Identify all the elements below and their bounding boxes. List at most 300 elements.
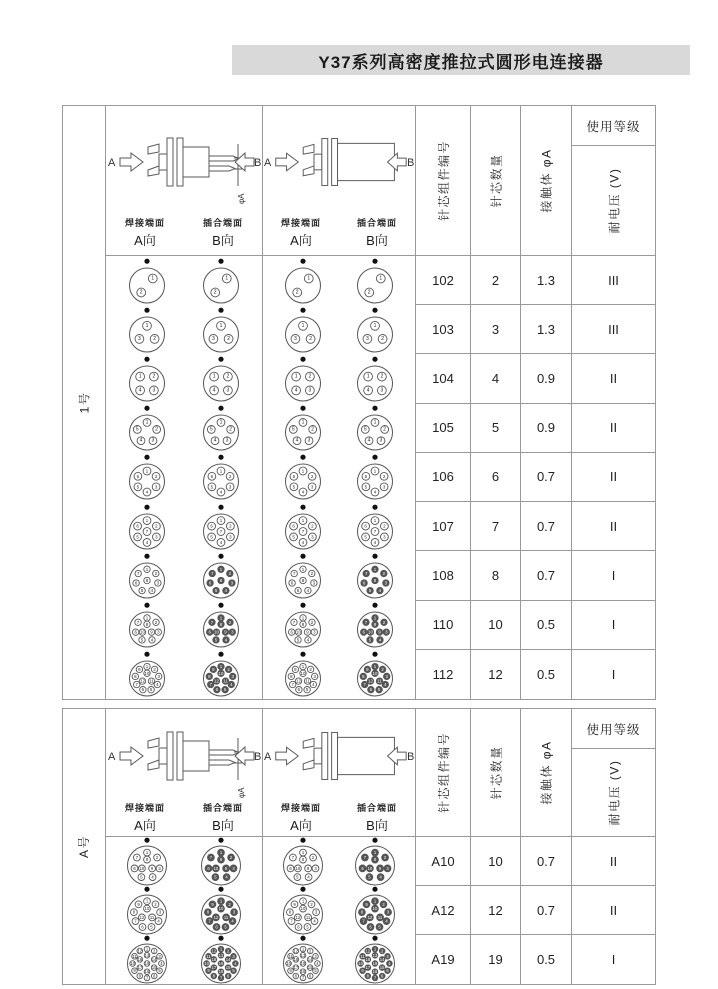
svg-text:B: B [253, 157, 261, 169]
svg-text:1: 1 [373, 468, 377, 474]
connector-face-diagram [278, 935, 328, 985]
key-dot [144, 307, 149, 312]
header-part-no: 针芯组件编号 [416, 106, 471, 255]
connector-face-diagram [352, 504, 398, 550]
svg-text:6: 6 [290, 580, 294, 586]
voltage-grade-value: II [572, 837, 655, 886]
face-cell-right-panel [263, 601, 416, 650]
svg-text:10: 10 [144, 671, 150, 677]
svg-text:10: 10 [144, 905, 150, 911]
connector-face-diagram [352, 258, 398, 304]
svg-text:2: 2 [154, 474, 158, 480]
svg-text:12: 12 [137, 948, 143, 953]
svg-text:4: 4 [156, 682, 159, 688]
connector-face-diagram [280, 258, 326, 304]
contact-dia-value: 1.3 [521, 305, 572, 354]
weld-face-label: 焊接端面 [280, 218, 321, 228]
header-part-no: 针芯组件编号 [416, 709, 471, 836]
svg-text:2: 2 [229, 854, 233, 860]
svg-text:18: 18 [211, 956, 217, 962]
svg-text:5: 5 [291, 426, 295, 433]
svg-text:8: 8 [373, 577, 377, 583]
face-cell-right-panel [263, 935, 416, 984]
svg-text:2: 2 [229, 426, 233, 433]
connector-spec-table [62, 708, 656, 985]
svg-text:16: 16 [218, 968, 224, 974]
weld-face-label: 焊接端面 [280, 803, 321, 813]
svg-text:1: 1 [219, 615, 223, 621]
key-dot [300, 504, 305, 509]
voltage-grade-value: II [572, 886, 655, 935]
page-title: Y37系列高密度推拉式圆形电连接器 [232, 45, 690, 75]
svg-text:10: 10 [218, 905, 224, 911]
connector-face-diagram [124, 504, 170, 550]
svg-text:5: 5 [314, 967, 317, 973]
svg-text:3: 3 [231, 629, 234, 635]
svg-text:11: 11 [305, 678, 310, 684]
part-no-value: 108 [416, 551, 471, 600]
svg-text:3: 3 [225, 437, 229, 444]
svg-text:8: 8 [145, 577, 149, 583]
key-dot [300, 258, 305, 263]
svg-text:17: 17 [365, 964, 371, 970]
contact-dia-value: 1.3 [521, 256, 572, 305]
svg-text:1: 1 [301, 898, 305, 904]
svg-text:6: 6 [227, 973, 230, 978]
svg-text:5: 5 [223, 687, 227, 693]
svg-text:6: 6 [215, 687, 219, 693]
svg-text:13: 13 [372, 952, 378, 958]
svg-text:10: 10 [286, 960, 291, 966]
group-label-cell [63, 709, 106, 984]
table-body [106, 837, 655, 984]
face-captions [263, 801, 415, 834]
svg-text:1: 1 [138, 373, 142, 380]
voltage-grade-value: III [572, 305, 655, 354]
connector-face-diagram [122, 886, 172, 936]
face-cell-right-panel [263, 837, 416, 886]
svg-text:4: 4 [212, 387, 216, 394]
svg-text:4: 4 [367, 437, 371, 444]
svg-text:18: 18 [293, 956, 299, 962]
svg-text:19: 19 [372, 960, 378, 966]
key-dot [300, 652, 305, 657]
svg-text:10: 10 [213, 865, 219, 871]
table-row [106, 404, 655, 453]
svg-text:7: 7 [208, 918, 211, 924]
svg-text:6: 6 [289, 865, 292, 871]
svg-text:4: 4 [295, 437, 299, 444]
svg-text:4: 4 [294, 387, 298, 394]
key-dot [372, 307, 377, 312]
svg-text:3: 3 [386, 953, 389, 959]
connector-face-diagram [278, 886, 328, 936]
face-captions [106, 216, 262, 249]
table-row [106, 453, 655, 502]
svg-text:5: 5 [306, 924, 309, 929]
svg-text:4: 4 [160, 960, 163, 966]
svg-text:6: 6 [136, 523, 139, 529]
svg-text:1: 1 [145, 946, 149, 952]
key-dot [300, 886, 305, 891]
connector-face-diagram [196, 837, 246, 887]
svg-text:2: 2 [380, 373, 384, 380]
svg-text:7: 7 [364, 570, 368, 576]
svg-text:5: 5 [149, 687, 153, 693]
key-dot [144, 406, 149, 411]
svg-text:A: A [107, 751, 115, 763]
svg-text:3: 3 [157, 629, 160, 635]
svg-text:8: 8 [145, 856, 149, 862]
svg-text:8: 8 [219, 621, 223, 627]
connector-face-diagram [352, 651, 398, 697]
svg-text:1: 1 [301, 849, 305, 855]
key-dot [144, 504, 149, 509]
svg-text:7: 7 [134, 918, 137, 924]
svg-text:6: 6 [133, 865, 136, 871]
voltage-grade-value: II [572, 354, 655, 403]
svg-text:8: 8 [145, 621, 149, 627]
svg-text:3: 3 [382, 484, 386, 490]
svg-text:3: 3 [154, 484, 158, 490]
header-pin-count: 针芯数量 [471, 709, 521, 836]
connector-side-view-drawing [107, 114, 262, 210]
svg-text:4: 4 [224, 637, 228, 643]
svg-text:1: 1 [145, 849, 149, 855]
svg-text:1: 1 [301, 664, 305, 670]
svg-text:φA: φA [236, 193, 246, 204]
svg-text:2: 2 [309, 667, 312, 673]
svg-text:1: 1 [373, 615, 377, 621]
contact-dia-value: 0.7 [521, 502, 572, 551]
svg-text:4: 4 [139, 437, 143, 444]
svg-text:7: 7 [363, 682, 366, 688]
svg-text:12: 12 [367, 914, 373, 920]
svg-text:1: 1 [373, 517, 377, 523]
table-row [106, 305, 655, 354]
key-dot [300, 406, 305, 411]
svg-text:3: 3 [310, 484, 314, 490]
key-dot [218, 837, 223, 842]
svg-text:2: 2 [213, 289, 217, 296]
table-row [106, 354, 655, 403]
svg-text:12: 12 [295, 914, 301, 920]
group-label-cell [63, 106, 106, 699]
svg-text:4: 4 [213, 437, 217, 444]
contact-dia-value: 0.7 [521, 886, 572, 935]
svg-text:5: 5 [140, 588, 144, 594]
connector-face-diagram [122, 935, 172, 985]
svg-text:2: 2 [382, 570, 386, 576]
svg-text:2: 2 [154, 570, 158, 576]
connector-side-view-with-pins [106, 715, 262, 797]
svg-text:1: 1 [145, 898, 149, 904]
key-dot [144, 455, 149, 460]
face-cell-left-panel [106, 650, 263, 699]
svg-text:5: 5 [292, 534, 295, 540]
svg-text:7: 7 [373, 528, 377, 534]
svg-text:2: 2 [154, 619, 158, 625]
svg-text:6: 6 [134, 580, 138, 586]
svg-text:11: 11 [377, 914, 383, 920]
svg-text:1: 1 [301, 566, 305, 572]
face-cell-right-panel [263, 502, 416, 551]
connector-face-diagram [280, 602, 326, 648]
svg-text:3: 3 [384, 580, 388, 586]
face-cell-left-panel [106, 305, 263, 354]
svg-text:8: 8 [294, 973, 297, 978]
table-row [106, 601, 655, 650]
svg-text:10: 10 [367, 865, 373, 871]
svg-text:5: 5 [363, 426, 367, 433]
connector-face-diagram [280, 405, 326, 451]
svg-text:B: B [407, 156, 415, 169]
key-dot [218, 504, 223, 509]
svg-text:4: 4 [138, 387, 142, 394]
svg-text:4: 4 [301, 539, 305, 545]
face-cell-right-panel [263, 551, 416, 600]
svg-text:8: 8 [360, 909, 364, 915]
connector-face-diagram [124, 553, 170, 599]
svg-text:17: 17 [137, 964, 143, 970]
key-dot [144, 603, 149, 608]
key-dot [218, 406, 223, 411]
svg-text:3: 3 [386, 909, 390, 915]
svg-text:1: 1 [219, 468, 223, 474]
connector-face-diagram [352, 454, 398, 500]
connector-face-diagram [198, 307, 244, 353]
connector-face-diagram [352, 405, 398, 451]
svg-text:5: 5 [214, 588, 218, 594]
key-dot [218, 307, 223, 312]
svg-text:10: 10 [358, 960, 363, 966]
svg-text:B: B [407, 750, 415, 763]
svg-text:5: 5 [368, 637, 372, 643]
svg-text:18: 18 [137, 956, 143, 962]
connector-side-view-drawing [263, 708, 415, 804]
svg-text:10: 10 [139, 865, 145, 871]
svg-text:6: 6 [369, 687, 373, 693]
svg-text:6: 6 [364, 474, 368, 480]
svg-text:2: 2 [311, 854, 315, 860]
svg-text:8: 8 [362, 674, 365, 680]
svg-text:7: 7 [291, 854, 295, 860]
key-dot [300, 455, 305, 460]
face-cell-left-panel [106, 502, 263, 551]
svg-text:5: 5 [214, 637, 218, 643]
key-dot [372, 652, 377, 657]
svg-text:1: 1 [373, 322, 377, 329]
connector-face-diagram [280, 307, 326, 353]
svg-text:6: 6 [210, 474, 214, 480]
part-no-value: A10 [416, 837, 471, 886]
connector-face-diagram [198, 651, 244, 697]
svg-text:5: 5 [364, 534, 367, 540]
svg-text:2: 2 [383, 523, 386, 529]
svg-text:5: 5 [224, 924, 227, 929]
part-no-value: A19 [416, 935, 471, 984]
svg-text:1: 1 [379, 275, 383, 282]
contact-dia-value: 0.9 [521, 354, 572, 403]
contact-dia-value: 0.5 [521, 601, 572, 650]
svg-text:17: 17 [293, 964, 299, 970]
svg-text:3: 3 [294, 335, 297, 342]
svg-text:2: 2 [153, 948, 156, 953]
svg-text:4: 4 [307, 874, 310, 880]
svg-text:4: 4 [313, 918, 316, 924]
svg-text:10: 10 [300, 905, 306, 911]
svg-text:6: 6 [297, 924, 300, 929]
svg-text:8: 8 [212, 973, 215, 978]
face-cell-right-panel [263, 886, 416, 935]
svg-text:4: 4 [231, 918, 234, 924]
pin-count-value: 2 [471, 256, 521, 305]
connector-face-diagram [124, 651, 170, 697]
panel-header-right [263, 106, 416, 255]
key-dot [372, 886, 377, 891]
svg-text:3: 3 [380, 387, 384, 394]
pin-count-value: 4 [471, 354, 521, 403]
svg-text:A: A [263, 156, 272, 169]
contact-dia-value: 0.7 [521, 837, 572, 886]
connector-face-diagram [198, 258, 244, 304]
svg-text:6: 6 [381, 973, 384, 978]
mate-face-label: 插合端面 [356, 218, 397, 228]
key-dot [218, 886, 223, 891]
connector-face-diagram [198, 356, 244, 402]
weld-face-view: A向 [134, 233, 156, 248]
connector-spec-table [62, 105, 656, 700]
part-no-value: 105 [416, 404, 471, 453]
svg-text:12: 12 [140, 678, 145, 684]
svg-text:4: 4 [378, 588, 382, 594]
svg-text:2: 2 [383, 854, 387, 860]
key-dot [218, 357, 223, 362]
connector-face-diagram [352, 553, 398, 599]
svg-text:4: 4 [306, 637, 310, 643]
svg-text:2: 2 [228, 570, 232, 576]
svg-text:15: 15 [225, 964, 231, 970]
svg-text:2: 2 [228, 474, 232, 480]
svg-text:9: 9 [293, 901, 296, 907]
svg-text:6: 6 [361, 865, 364, 871]
svg-text:9: 9 [137, 901, 140, 907]
svg-text:5: 5 [214, 874, 217, 880]
svg-text:5: 5 [210, 484, 214, 490]
svg-text:2: 2 [295, 289, 299, 296]
panel-header-right [263, 709, 416, 836]
mate-face-view: B向 [212, 818, 234, 833]
connector-face-diagram [198, 553, 244, 599]
key-dot [300, 935, 305, 940]
svg-text:9: 9 [306, 865, 310, 871]
svg-text:3: 3 [152, 387, 156, 394]
svg-text:1: 1 [301, 419, 305, 426]
part-no-value: 106 [416, 453, 471, 502]
svg-text:6: 6 [362, 580, 366, 586]
svg-text:3: 3 [232, 909, 236, 915]
svg-text:9: 9 [211, 901, 214, 907]
svg-text:3: 3 [366, 335, 369, 342]
svg-text:4: 4 [150, 588, 154, 594]
table-header [106, 106, 655, 256]
svg-text:5: 5 [150, 924, 153, 929]
svg-text:2: 2 [383, 426, 387, 433]
connector-face-diagram [350, 837, 400, 887]
svg-text:2: 2 [310, 570, 314, 576]
connector-face-diagram [352, 307, 398, 353]
key-dot [218, 603, 223, 608]
svg-text:2: 2 [228, 901, 231, 907]
mate-face-view: B向 [366, 818, 388, 833]
table-row [106, 502, 655, 551]
svg-text:10: 10 [300, 671, 306, 677]
svg-text:2: 2 [311, 523, 314, 529]
svg-text:9: 9 [361, 967, 364, 973]
svg-text:2: 2 [308, 373, 312, 380]
key-dot [300, 307, 305, 312]
svg-text:2: 2 [382, 619, 386, 625]
svg-text:9: 9 [224, 865, 228, 871]
svg-text:1: 1 [145, 517, 149, 523]
svg-text:4: 4 [230, 682, 233, 688]
svg-text:7: 7 [363, 854, 367, 860]
svg-text:1: 1 [145, 664, 149, 670]
svg-text:7: 7 [292, 619, 296, 625]
svg-text:2: 2 [226, 373, 230, 380]
connector-face-diagram [198, 504, 244, 550]
svg-text:2: 2 [382, 474, 386, 480]
svg-text:4: 4 [145, 489, 149, 495]
key-dot [144, 357, 149, 362]
face-cell-right-panel [263, 256, 416, 305]
svg-text:12: 12 [368, 678, 373, 684]
header-contact-dia: 接触体 φA [521, 106, 572, 255]
svg-text:2: 2 [310, 474, 314, 480]
svg-text:3: 3 [226, 387, 230, 394]
svg-text:4: 4 [234, 960, 237, 966]
svg-text:10: 10 [204, 960, 209, 966]
svg-text:5: 5 [305, 687, 309, 693]
face-cell-left-panel [106, 453, 263, 502]
svg-text:4: 4 [312, 682, 315, 688]
pin-count-value: 10 [471, 601, 521, 650]
svg-text:14: 14 [379, 956, 385, 962]
svg-text:5: 5 [364, 484, 368, 490]
svg-text:4: 4 [379, 874, 382, 880]
svg-text:B: B [253, 751, 261, 763]
svg-text:4: 4 [225, 874, 228, 880]
svg-text:3: 3 [138, 335, 141, 342]
connector-face-diagram [198, 602, 244, 648]
svg-text:1: 1 [219, 664, 223, 670]
connector-face-diagram [124, 258, 170, 304]
face-cell-left-panel [106, 837, 263, 886]
svg-text:9: 9 [289, 967, 292, 973]
pin-count-value: 6 [471, 453, 521, 502]
svg-text:6: 6 [364, 523, 367, 529]
weld-face-caption [263, 801, 339, 834]
connector-side-view-with-pins [106, 112, 262, 212]
voltage-label-cell: 耐电压 (V) [607, 759, 621, 826]
svg-text:19: 19 [300, 960, 306, 966]
svg-text:10: 10 [372, 905, 378, 911]
svg-text:1: 1 [219, 898, 223, 904]
pin-count-value: 7 [471, 502, 521, 551]
svg-text:7: 7 [209, 682, 212, 688]
key-dot [218, 554, 223, 559]
connector-face-diagram [124, 356, 170, 402]
